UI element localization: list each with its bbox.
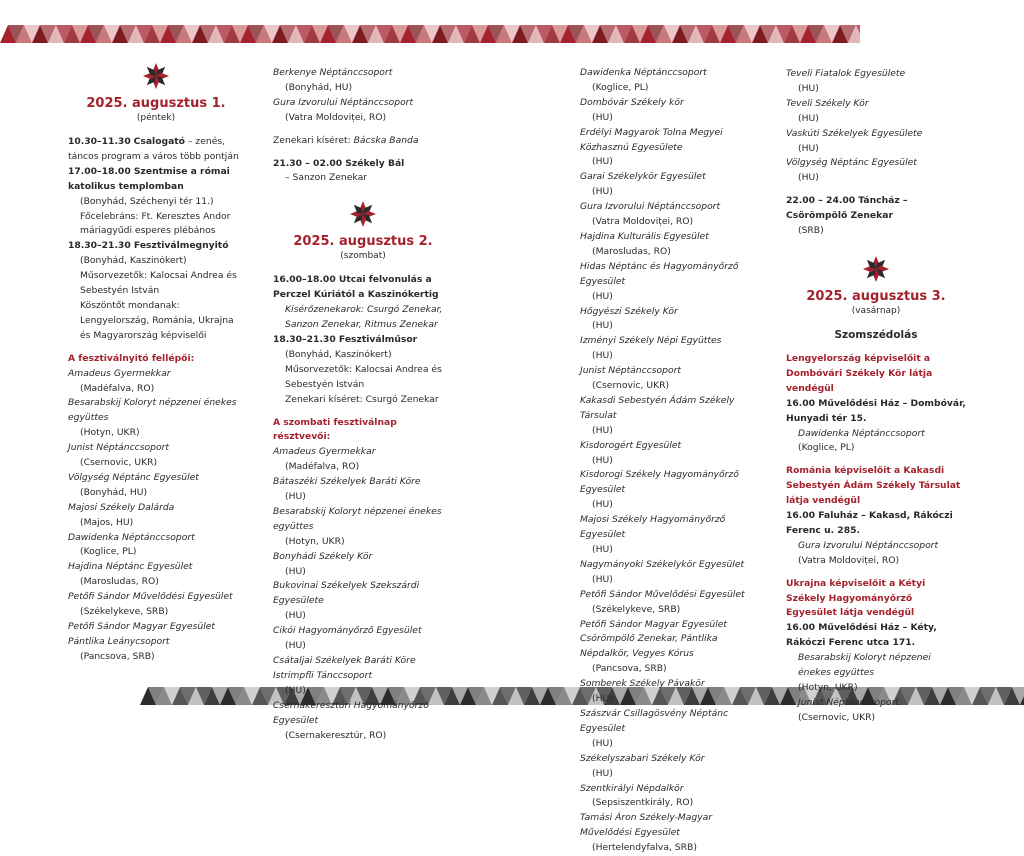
performer-origin: (Hotyn, UKR) bbox=[80, 427, 140, 439]
event-opening-heading: 18.30–21.30 Fesztiválmegnyitó bbox=[68, 240, 229, 252]
performer-name: Petőfi Sándor Magyar Egyesület Csörömpölő Zenekar, Pántlika Népdalkör, Vegyes Kórus bbox=[580, 618, 728, 660]
performer-origin: (HU) bbox=[592, 320, 613, 332]
performer-origin: (HU) bbox=[798, 142, 819, 154]
festival-show-heading: 18.30–21.30 Fesztiválműsor bbox=[273, 333, 418, 345]
performer-name: Szentkirályi Népdalkör bbox=[580, 782, 684, 794]
performer-origin: (Hertelendyfalva, SRB) bbox=[592, 842, 697, 854]
performer-name: Kisdorogi Székely Hagyományőrző Egyesület bbox=[580, 469, 739, 496]
performers-list-day2-cont bbox=[580, 66, 760, 856]
performer-name: Somberek Székely Pávakör bbox=[580, 678, 705, 690]
performer-name: Teveli Székely Kör bbox=[786, 97, 869, 109]
performer-name: Bukovinai Székelyek Szekszárdi Egyesülete bbox=[273, 580, 420, 607]
performer-name: Gura Izvorului Néptánccsoport bbox=[273, 96, 414, 108]
performer-origin: (HU) bbox=[592, 156, 613, 168]
performer-origin: (HU) bbox=[592, 693, 613, 705]
performer-origin: (Bonyhád, HU) bbox=[285, 81, 353, 93]
day3-weekday: (vasárnap) bbox=[851, 305, 901, 316]
performer-origin: (HU) bbox=[592, 544, 613, 555]
performer-origin: (Koglice, PL) bbox=[592, 81, 649, 93]
performer-name: Vaskúti Székelyek Egyesülete bbox=[786, 127, 923, 139]
festival-show-hosts: Műsorvezetők: Kalocsai Andrea és Sebestyén István bbox=[285, 363, 442, 390]
performer-origin: (HU) bbox=[592, 454, 613, 466]
performer-origin: (HU) bbox=[592, 186, 613, 198]
performers-list-day2-end bbox=[786, 67, 966, 186]
performer-origin: (HU) bbox=[798, 112, 819, 124]
performer-origin: (Majos, HU) bbox=[80, 516, 134, 528]
column-day-1 bbox=[68, 62, 244, 665]
performer-origin: (Koglice, PL) bbox=[80, 546, 137, 558]
performer-name: Petőfi Sándor Művelődési Egyesület bbox=[580, 588, 745, 600]
performer-name: Petőfi Sándor Művelődési Egyesület bbox=[68, 591, 233, 603]
performer-origin: (Csernakeresztúr, RO) bbox=[285, 729, 387, 741]
orchestra-line: Zenekari kíséret: Bácska Banda bbox=[273, 134, 419, 146]
performer-origin: (HU) bbox=[592, 767, 613, 779]
top-decorative-band bbox=[0, 25, 860, 43]
visit-romania-venue: 16.00 Faluház – Kakasd, Rákóczi Ferenc u. 285. bbox=[786, 510, 953, 536]
performer-name: Kisdorogért Egyesület bbox=[580, 439, 682, 451]
performer-origin: (Csernovic, UKR) bbox=[592, 380, 670, 392]
column-day-3 bbox=[786, 67, 966, 726]
performers-list-day1-cont bbox=[273, 66, 453, 126]
visit-ukraine-heading: Ukrajna képviselőit a Kétyi Székely Hagyományőrző Egyesület látja vendégül bbox=[786, 577, 926, 619]
szekely-bal-heading: 21.30 – 02.00 Székely Bál bbox=[273, 157, 405, 169]
performer-origin: (Vatra Moldoviței, RO) bbox=[592, 216, 694, 228]
festival-show-place: (Bonyhád, Kaszinókert) bbox=[285, 348, 392, 360]
performer-origin: (Székelykeve, SRB) bbox=[80, 606, 169, 618]
performer-origin: (Székelykeve, SRB) bbox=[592, 603, 681, 615]
performer-name: Erdélyi Magyarok Tolna Megyei Közhasznú Egyesülete bbox=[580, 126, 723, 153]
visit-ukraine-venue: 16.00 Művelődési Ház – Kéty, Rákóczi Ferenc utca 171. bbox=[786, 622, 937, 649]
performer-name: Hajdina Kulturális Egyesület bbox=[580, 230, 709, 242]
performer-origin: (HU) bbox=[592, 350, 613, 362]
performer-origin: (Madéfalva, RO) bbox=[285, 461, 360, 473]
event-opening-greeters: Köszöntőt mondanak: Lengyelország, Románia, Ukrajna és Magyarország képviselői bbox=[80, 299, 234, 341]
performer-name: Garai Székelykör Egyesület bbox=[580, 171, 706, 183]
folk-star-icon bbox=[349, 200, 377, 228]
event-mass-celebrant: Főcelebráns: Ft. Keresztes Andor máriagyűdi esperes plébános bbox=[80, 210, 231, 237]
performer-name: Junist Néptánccsoport bbox=[580, 365, 681, 377]
performer-origin: (HU) bbox=[285, 491, 306, 503]
performer-origin: (HU) bbox=[798, 82, 819, 94]
performer-name: Völgység Néptánc Egyesület bbox=[68, 471, 199, 483]
event-opening-place: (Bonyhád, Kaszinókert) bbox=[80, 255, 187, 267]
parade-bands: Kísérőzenekarok: Csurgó Zenekar, Sanzon Zenekar, Ritmus Zenekar bbox=[285, 304, 443, 331]
column-day-2 bbox=[273, 66, 453, 743]
visit-ukraine-origin-1: (Hotyn, UKR) bbox=[798, 682, 858, 693]
performer-origin: (HU) bbox=[285, 640, 306, 652]
performer-name: Kakasdi Sebestyén Ádám Székely Társulat bbox=[580, 394, 735, 421]
saturday-performers-heading: A szombati fesztiválnap résztvevői: bbox=[273, 416, 397, 443]
performer-origin: (Madéfalva, RO) bbox=[80, 382, 155, 394]
day2-weekday: (szombat) bbox=[340, 251, 386, 262]
performer-origin: (Marosludas, RO) bbox=[592, 245, 671, 257]
performers-list-day2 bbox=[273, 445, 453, 743]
performer-name: Székelyszabari Székely Kör bbox=[580, 752, 705, 764]
performer-name: Amadeus Gyermekkar bbox=[273, 446, 376, 458]
festival-show-band: Zenekari kíséret: Csurgó Zenekar bbox=[285, 393, 439, 405]
performer-name: Nagymányoki Székelykör Egyesület bbox=[580, 558, 745, 570]
visit-romania-heading: Románia képviselőit a Kakasdi Sebestyén Ádám Székely Társulat látja vendégül bbox=[786, 465, 961, 507]
performer-origin: (Hotyn, UKR) bbox=[285, 535, 345, 547]
folk-star-icon bbox=[142, 62, 170, 90]
event-mass-heading: 17.00–18.00 Szentmise a római katolikus templomban bbox=[68, 165, 230, 192]
performer-name: Völgység Néptánc Egyesület bbox=[786, 157, 917, 169]
performer-name: Teveli Fiatalok Egyesülete bbox=[786, 68, 906, 79]
performer-origin: (HU) bbox=[592, 499, 613, 511]
performer-name: Majosi Székely Dalárda bbox=[68, 501, 175, 513]
performer-name: Gura Izvorului Néptánccsoport bbox=[580, 201, 721, 213]
tanchaz-country: (SRB) bbox=[798, 225, 824, 237]
day2-title: 2025. augusztus 2. bbox=[293, 234, 433, 250]
performer-name: Dombóvár Székely kör bbox=[580, 96, 684, 108]
performer-origin: (HU) bbox=[592, 737, 613, 749]
performer-name: Majosi Székely Hagyományőrző Egyesület bbox=[580, 514, 726, 541]
visit-ukraine-group-1: Besarabskij Koloryt népzenei énekes együttes bbox=[798, 652, 931, 679]
visit-poland-heading: Lengyelország képviselőit a Dombóvári Székely Kör látja vendégül bbox=[786, 352, 933, 394]
visit-poland-group: Dawidenka Néptánccsoport bbox=[798, 427, 925, 439]
performer-name: Hőgyészi Székely Kör bbox=[580, 305, 678, 317]
performer-origin: (Bonyhád, HU) bbox=[80, 486, 148, 498]
szekely-bal-band: – Sanzon Zenekar bbox=[285, 172, 367, 184]
folk-star-icon bbox=[862, 255, 890, 283]
performer-origin: (Pancsova, SRB) bbox=[592, 663, 667, 675]
performer-name: Besarabskij Koloryt népzenei énekes együttes bbox=[68, 397, 237, 424]
performer-name: Besarabskij Koloryt népzenei énekes együttes bbox=[273, 505, 442, 532]
performer-name: Dawidenka Néptánccsoport bbox=[68, 531, 195, 543]
day1-weekday: (péntek) bbox=[136, 113, 176, 123]
performers-list-day1 bbox=[68, 367, 244, 665]
section-title: Szomszédolás bbox=[834, 328, 918, 341]
performer-origin: (Pancsova, SRB) bbox=[80, 650, 155, 662]
performer-name: Csátaljai Székelyek Baráti Köre Istrimpfli Tánccsoport bbox=[273, 655, 416, 681]
visit-romania-group: Gura Izvorului Néptánccsoport bbox=[798, 539, 939, 551]
performer-origin: (HU) bbox=[285, 610, 306, 622]
performer-origin: (Marosludas, RO) bbox=[80, 576, 159, 588]
parade-heading: 16.00–18.00 Utcai felvonulás a Perczel Kúriától a Kaszinókertig bbox=[273, 274, 439, 301]
performer-name: Tamási Áron Székely-Magyar Művelődési Egyesület bbox=[580, 812, 713, 839]
performer-name: Hidas Néptánc és Hagyományőrző Egyesület bbox=[580, 260, 739, 287]
performer-name: Cikói Hagyományőrző Egyesület bbox=[273, 625, 422, 637]
performer-origin: (HU) bbox=[285, 684, 306, 696]
performer-origin: (HU) bbox=[592, 111, 613, 123]
visit-romania-origin: (Vatra Moldoviței, RO) bbox=[798, 554, 900, 566]
column-day-2-cont bbox=[580, 66, 760, 856]
performer-origin: (Vatra Moldoviței, RO) bbox=[285, 111, 387, 123]
day1-title: 2025. augusztus 1. bbox=[86, 96, 226, 111]
tanchaz-heading: 22.00 – 24.00 Táncház – Csörömpölő Zenekar bbox=[786, 195, 908, 222]
visit-poland-venue: 16.00 Művelődési Ház – Dombóvár, Hunyadi tér 15. bbox=[786, 397, 966, 424]
event-opening-hosts: Műsorvezetők: Kalocsai Andrea és Sebestyén István bbox=[80, 270, 237, 297]
performers-heading: A fesztiválnyitó fellépői: bbox=[68, 352, 195, 364]
performer-name: Petőfi Sándor Magyar Egyesület bbox=[68, 621, 216, 632]
performer-origin: (HU) bbox=[592, 424, 613, 436]
performer-origin: (Csernovic, UKR) bbox=[80, 457, 158, 469]
visit-poland-origin: (Koglice, PL) bbox=[798, 442, 855, 454]
performer-name: Izményi Székely Népi Együttes bbox=[580, 335, 722, 347]
visit-ukraine-origin-2: (Csernovic, UKR) bbox=[798, 711, 876, 723]
performer-name: Dawidenka Néptánccsoport bbox=[580, 67, 707, 78]
event-csalogato: 10.30–11.30 Csalogató – zenés, táncos program a város több pontján bbox=[68, 136, 239, 162]
day3-title: 2025. augusztus 3. bbox=[806, 288, 946, 304]
performer-name: Amadeus Gyermekkar bbox=[68, 367, 171, 379]
performer-origin: (Sepsiszentkirály, RO) bbox=[592, 797, 694, 809]
performer-name: Junist Néptánccsoport bbox=[68, 442, 169, 454]
performer-origin: (HU) bbox=[798, 172, 819, 184]
performer-name: Csernakeresztúri Hagyományőrző Egyesület bbox=[273, 699, 429, 726]
performer-name: Bonyhádi Székely Kör bbox=[273, 550, 373, 562]
performer-name: Berkenye Néptánccsoport bbox=[273, 67, 393, 78]
visit-ukraine-group-2: Junist Néptánccsoport bbox=[798, 696, 899, 708]
performer-name: Pántlika Leánycsoport bbox=[68, 635, 170, 647]
performer-name: Hajdina Néptánc Egyesület bbox=[68, 561, 193, 573]
event-mass-place: (Bonyhád, Széchenyi tér 11.) bbox=[80, 195, 214, 207]
performer-name: Bátaszéki Székelyek Baráti Köre bbox=[273, 476, 421, 488]
performer-origin: (HU) bbox=[592, 573, 613, 585]
performer-origin: (HU) bbox=[592, 290, 613, 302]
performer-origin: (HU) bbox=[285, 565, 306, 577]
performer-name: Szászvár Csillagösvény Néptánc Egyesület bbox=[580, 707, 729, 734]
